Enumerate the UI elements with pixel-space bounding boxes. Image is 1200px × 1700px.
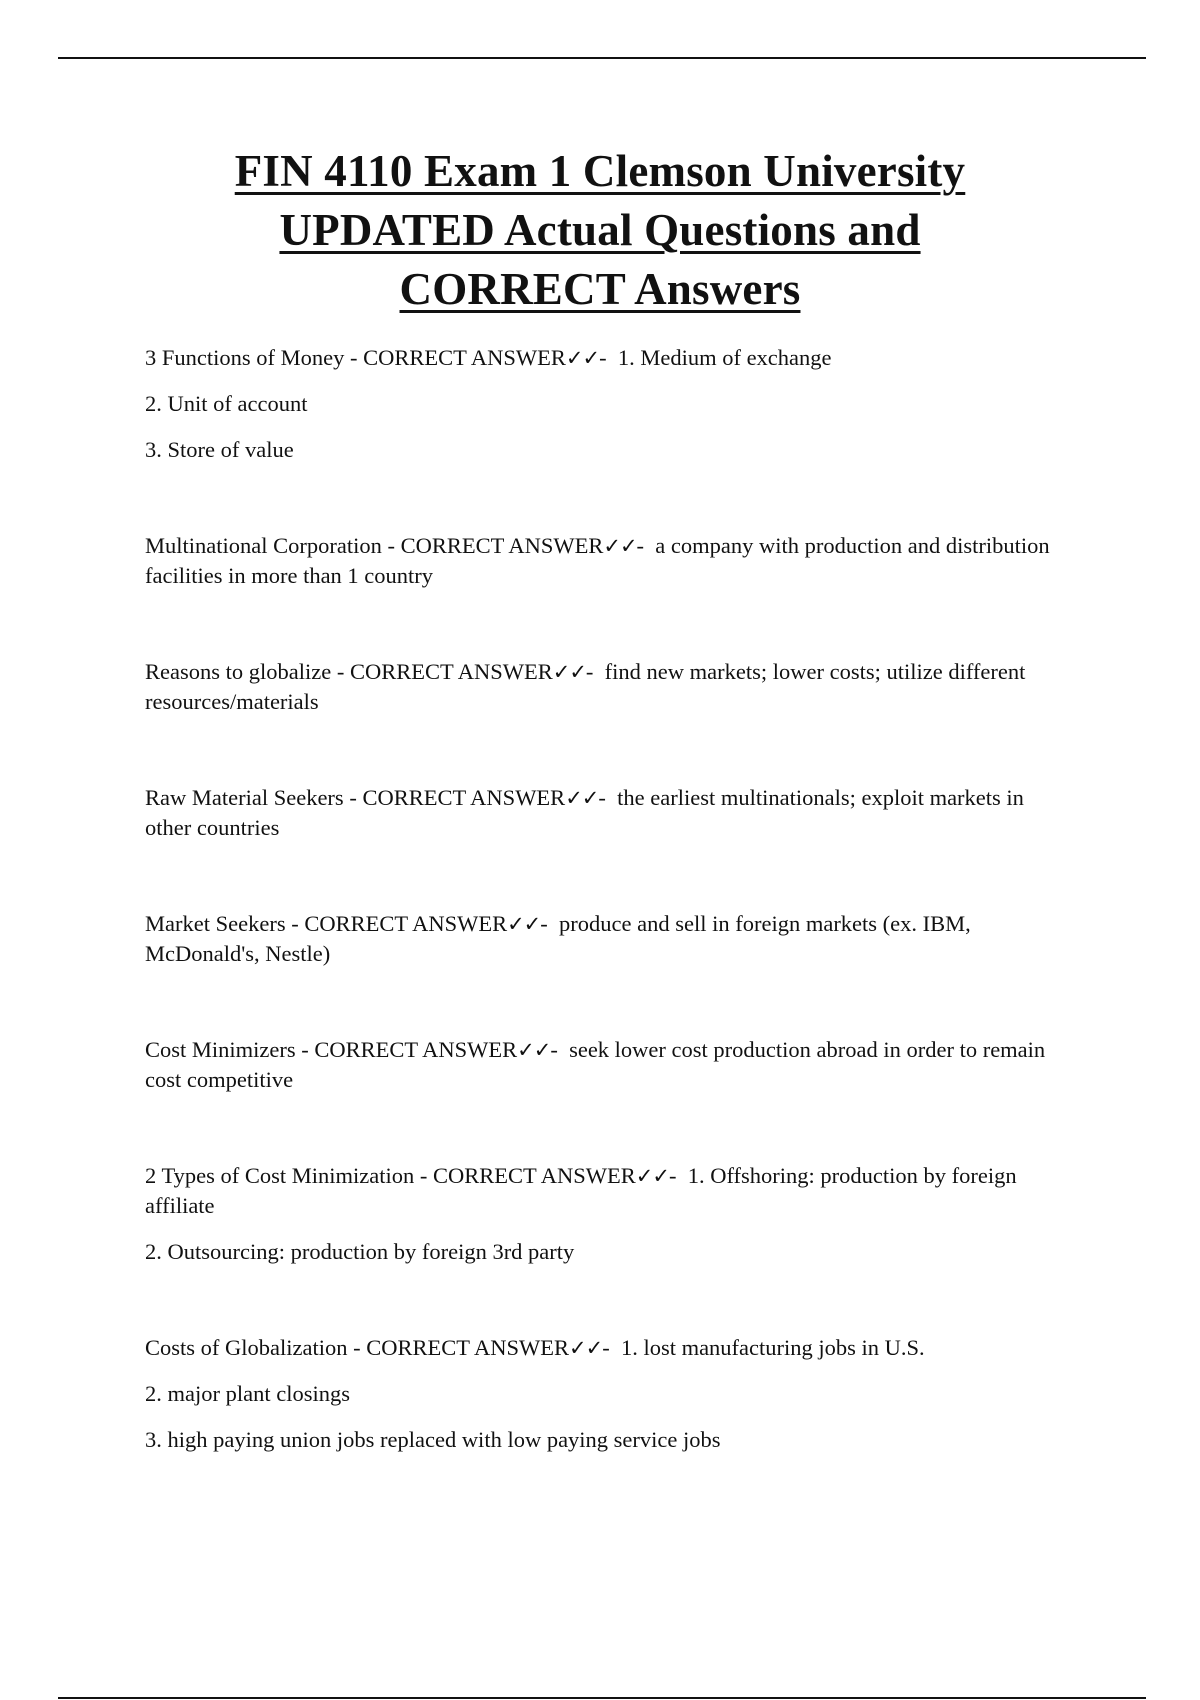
- qa-question-line: Reasons to globalize - CORRECT ANSWER✓✓- find new markets; lower costs; utilize different resources/materials: [145, 659, 1026, 714]
- check-marks-icon: ✓✓: [603, 534, 637, 558]
- qa-answer: find new markets; lower costs; utilize different resources/materials: [145, 659, 1026, 714]
- qa-term: Costs of Globalization: [145, 1335, 348, 1360]
- qa-entry: [145, 343, 1065, 465]
- qa-answer-extra: 3. high paying union jobs replaced with low paying service jobs: [145, 1427, 721, 1452]
- answer-marker: CORRECT ANSWER: [400, 533, 604, 558]
- qa-answer: produce and sell in foreign markets (ex. IBM, McDonald's, Nestle): [145, 911, 971, 966]
- qa-term: Market Seekers: [145, 911, 286, 936]
- qa-entry: [145, 531, 1065, 591]
- check-marks-icon: ✓✓: [552, 660, 586, 684]
- qa-answer: seek lower cost production abroad in order to remain cost competitive: [145, 1037, 1046, 1092]
- qa-answer-extra: 2. Outsourcing: production by foreign 3rd party: [145, 1239, 575, 1264]
- answer-marker: CORRECT ANSWER: [363, 345, 566, 370]
- check-marks-icon: ✓✓: [565, 346, 600, 370]
- qa-entry: [145, 657, 1065, 717]
- qa-entry: [145, 1161, 1065, 1267]
- qa-question-line: 2 Types of Cost Minimization - CORRECT ANSWER✓✓- 1. Offshoring: production by foreign affiliate: [145, 1163, 1017, 1218]
- answer-marker: CORRECT ANSWER: [366, 1335, 569, 1360]
- qa-question-line: Multinational Corporation - CORRECT ANSWER✓✓- a company with production and distribution facilities in more than 1 country: [145, 533, 1050, 588]
- qa-answer: the earliest multinationals; exploit markets in other countries: [145, 785, 1024, 840]
- qa-term: Multinational Corporation: [145, 533, 382, 558]
- answer-marker: CORRECT ANSWER: [362, 785, 566, 810]
- qa-answer-extra: 2. major plant closings: [145, 1381, 350, 1406]
- answer-marker: CORRECT ANSWER: [433, 1163, 636, 1188]
- qa-answer: 1. Offshoring: production by foreign affiliate: [145, 1163, 1017, 1218]
- answer-marker: CORRECT ANSWER: [304, 911, 508, 936]
- qa-answer: 1. lost manufacturing jobs in U.S.: [620, 1335, 925, 1360]
- qa-term: Raw Material Seekers: [145, 785, 344, 810]
- qa-entry: [145, 783, 1065, 843]
- qa-question-line: Raw Material Seekers - CORRECT ANSWER✓✓- the earliest multinationals; exploit markets in other countries: [145, 785, 1024, 840]
- qa-question-line: 3 Functions of Money - CORRECT ANSWER✓✓- 1. Medium of exchange: [145, 345, 832, 370]
- qa-answer: a company with production and distribution facilities in more than 1 country: [145, 533, 1050, 588]
- qa-entry: [145, 1035, 1065, 1095]
- check-marks-icon: ✓✓: [565, 786, 599, 810]
- check-marks-icon: ✓✓: [568, 1336, 603, 1360]
- qa-question-line: Cost Minimizers - CORRECT ANSWER✓✓- seek lower cost production abroad in order to remain cost competitive: [145, 1037, 1046, 1092]
- check-marks-icon: ✓✓: [517, 1038, 551, 1062]
- answer-marker: CORRECT ANSWER: [314, 1037, 518, 1062]
- document-title: [100, 142, 1100, 319]
- title-line-2: UPDATED Actual Questions and: [279, 205, 921, 255]
- check-marks-icon: ✓✓: [507, 912, 541, 936]
- qa-entry: [145, 1333, 1065, 1455]
- qa-term: 3 Functions of Money: [145, 345, 345, 370]
- title-line-3: CORRECT Answers: [399, 264, 801, 314]
- title-line-1: FIN 4110 Exam 1 Clemson University: [234, 146, 966, 196]
- footer-rule: [58, 1697, 1146, 1699]
- qa-list: [145, 343, 1065, 1471]
- header-rule: [58, 57, 1146, 59]
- qa-term: 2 Types of Cost Minimization: [145, 1163, 415, 1188]
- qa-answer-extra: 3. Store of value: [145, 437, 294, 462]
- answer-marker: CORRECT ANSWER: [349, 659, 553, 684]
- qa-term: Reasons to globalize: [145, 659, 332, 684]
- qa-answer-extra: 2. Unit of account: [145, 391, 308, 416]
- qa-entry: [145, 909, 1065, 969]
- qa-answer: 1. Medium of exchange: [617, 345, 832, 370]
- qa-term: Cost Minimizers: [145, 1037, 296, 1062]
- qa-question-line: Market Seekers - CORRECT ANSWER✓✓- produce and sell in foreign markets (ex. IBM, McDonald's, Nestle): [145, 911, 971, 966]
- check-marks-icon: ✓✓: [635, 1164, 669, 1188]
- qa-question-line: Costs of Globalization - CORRECT ANSWER✓✓- 1. lost manufacturing jobs in U.S.: [145, 1335, 925, 1360]
